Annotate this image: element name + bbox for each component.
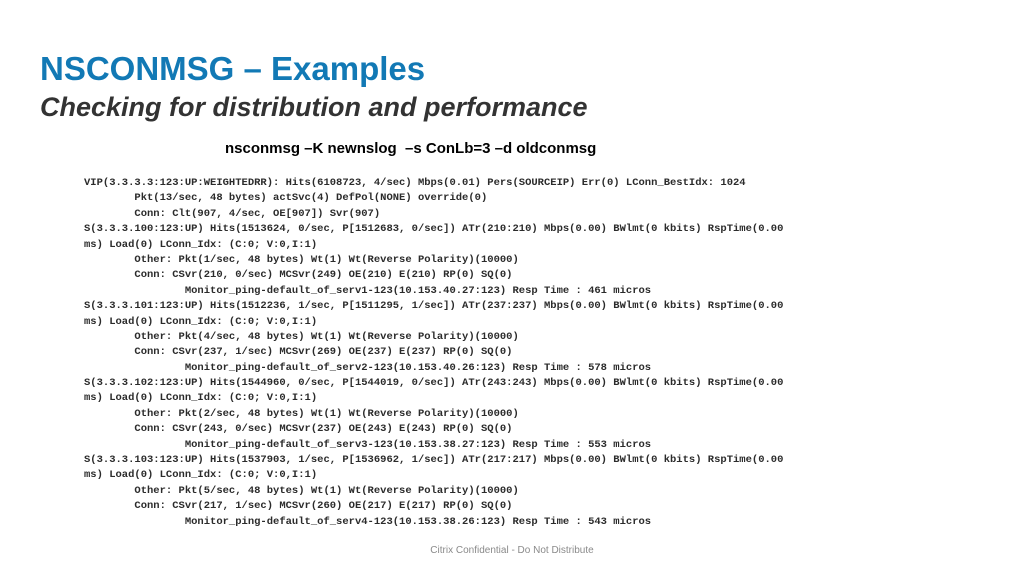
output-line: Conn: CSvr(210, 0/sec) MCSvr(249) OE(210) E(210) RP(0) SQ(0) — [84, 269, 513, 282]
output-line: ms) Load(0) LConn_Idx: (C:0; V:0,I:1) — [84, 238, 318, 251]
output-line: Conn: CSvr(243, 0/sec) MCSvr(237) OE(243) E(243) RP(0) SQ(0) — [84, 423, 513, 436]
output-line: Monitor_ping-default_of_serv3-123(10.153.38.27:123) Resp Time : 553 micros — [84, 438, 652, 451]
output-line: Monitor_ping-default_of_serv4-123(10.153.38.26:123) Resp Time : 543 micros — [84, 515, 652, 528]
command-output — [84, 176, 964, 530]
output-line: Other: Pkt(4/sec, 48 bytes) Wt(1) Wt(Reverse Polarity)(10000) — [84, 330, 519, 343]
output-line: Conn: Clt(907, 4/sec, OE[907]) Svr(907) — [84, 207, 381, 220]
output-line: ms) Load(0) LConn_Idx: (C:0; V:0,I:1) — [84, 392, 318, 405]
output-line: Conn: CSvr(217, 1/sec) MCSvr(260) OE(217) E(217) RP(0) SQ(0) — [84, 500, 513, 513]
output-line: Other: Pkt(5/sec, 48 bytes) Wt(1) Wt(Reverse Polarity)(10000) — [84, 484, 519, 497]
output-line: Monitor_ping-default_of_serv2-123(10.153.40.26:123) Resp Time : 578 micros — [84, 361, 652, 374]
output-line: S(3.3.3.102:123:UP) Hits(1544960, 0/sec, P[1544019, 0/sec]) ATr(243:243) Mbps(0.00) BWlmt(0 kbits) RspTime(0.00 — [84, 377, 784, 390]
slide-subtitle: Checking for distribution and performance — [40, 92, 588, 122]
output-line: S(3.3.3.103:123:UP) Hits(1537903, 1/sec, P[1536962, 1/sec]) ATr(217:217) Mbps(0.00) BWlmt(0 kbits) RspTime(0.00 — [84, 454, 784, 467]
confidential-footer: Citrix Confidential - Do Not Distribute — [430, 545, 594, 556]
output-line: Other: Pkt(2/sec, 48 bytes) Wt(1) Wt(Reverse Polarity)(10000) — [84, 407, 519, 420]
output-line: Pkt(13/sec, 48 bytes) actSvc(4) DefPol(NONE) override(0) — [84, 192, 488, 205]
command-line: nsconmsg –K newnslog –s ConLb=3 –d oldconmsg — [225, 140, 597, 157]
output-line: Conn: CSvr(237, 1/sec) MCSvr(269) OE(237) E(237) RP(0) SQ(0) — [84, 346, 513, 359]
output-line: ms) Load(0) LConn_Idx: (C:0; V:0,I:1) — [84, 315, 318, 328]
output-line: ms) Load(0) LConn_Idx: (C:0; V:0,I:1) — [84, 469, 318, 482]
slide-title: NSCONMSG – Examples — [40, 50, 426, 87]
output-line: S(3.3.3.100:123:UP) Hits(1513624, 0/sec, P[1512683, 0/sec]) ATr(210:210) Mbps(0.00) BWlmt(0 kbits) RspTime(0.00 — [84, 223, 784, 236]
output-line: VIP(3.3.3.3:123:UP:WEIGHTEDRR): Hits(6108723, 4/sec) Mbps(0.01) Pers(SOURCEIP) Err(0) LConn_BestIdx: 1024 — [84, 177, 746, 189]
output-line: Other: Pkt(1/sec, 48 bytes) Wt(1) Wt(Reverse Polarity)(10000) — [84, 253, 519, 266]
output-line: S(3.3.3.101:123:UP) Hits(1512236, 1/sec, P[1511295, 1/sec]) ATr(237:237) Mbps(0.00) BWlmt(0 kbits) RspTime(0.00 — [84, 300, 784, 313]
output-line: Monitor_ping-default_of_serv1-123(10.153.40.27:123) Resp Time : 461 micros — [84, 284, 652, 297]
